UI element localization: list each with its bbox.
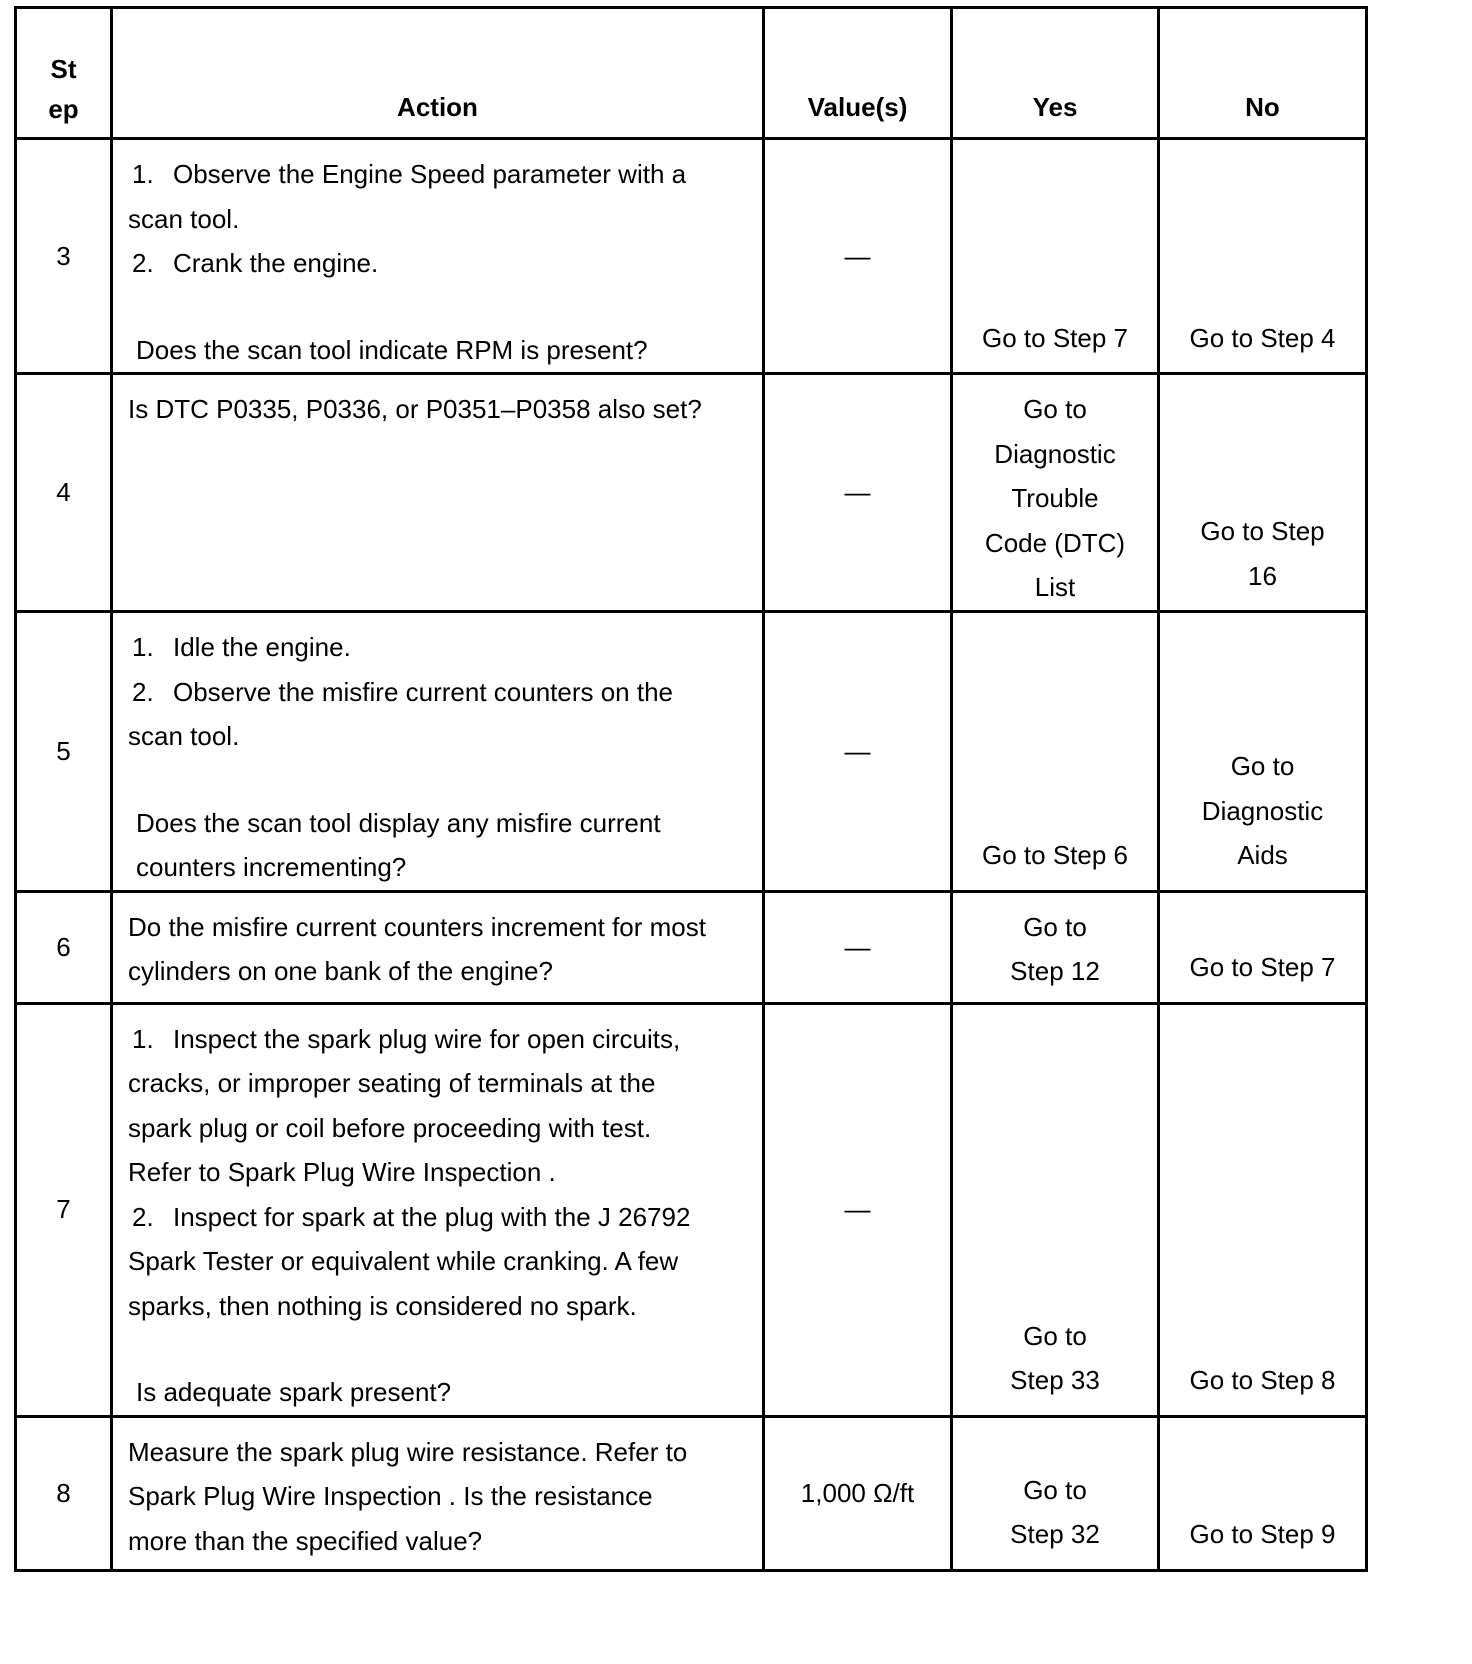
action-question: Does the scan tool indicate RPM is present? xyxy=(136,334,648,365)
yes-result: Go to Step 32 xyxy=(952,1416,1159,1570)
action-question: Measure the spark plug wire resistance. Refer to Spark Plug Wire Inspection . Is the resistance more than the specified value? xyxy=(128,1436,688,1556)
action-question: Do the misfire current counters increment for most cylinders on one bank of the engine? xyxy=(128,911,706,986)
action-question: Is adequate spark present? xyxy=(136,1377,452,1407)
step-number: 5 xyxy=(16,612,112,892)
yes-result: Go to Step 7 xyxy=(952,139,1159,374)
step-number: 8 xyxy=(16,1416,112,1570)
action-question: Does the scan tool display any misfire current counters incrementing? xyxy=(136,807,661,882)
value-cell: — xyxy=(764,1003,952,1416)
no-result: Go to Step 4 xyxy=(1159,139,1367,374)
step-number: 4 xyxy=(16,374,112,612)
no-result: Go to Step 7 xyxy=(1159,891,1367,1003)
no-result: Go to Step 16 xyxy=(1159,374,1367,612)
step-number: 3 xyxy=(16,139,112,374)
action-cell: 1. Observe the Engine Speed parameter with a scan tool. 2. Crank the engine. Does the scan tool indicate RPM is present? xyxy=(112,139,764,374)
no-result: Go to Diagnostic Aids xyxy=(1159,612,1367,892)
action-cell xyxy=(112,1416,764,1570)
diagnostic-table xyxy=(14,6,1368,1572)
action-cell: 1. Inspect the spark plug wire for open circuits, cracks, or improper seating of terminals at the spark plug or coil before proceeding with test. Refer to Spark Plug Wire Inspection . 2. Inspect for spark at the plug with the J 26792 Spark Tester or equivalent while cranking. A few sparks, then nothing is considered no spark. Is adequate spark present? xyxy=(112,1003,764,1416)
step-number: 7 xyxy=(16,1003,112,1416)
step-column-header: St ep xyxy=(16,8,112,139)
action-cell xyxy=(112,374,764,612)
table-row xyxy=(16,1416,1367,1570)
value-cell: — xyxy=(764,891,952,1003)
header-row xyxy=(16,8,1367,139)
yes-result: Go to Step 33 xyxy=(952,1003,1159,1416)
value-cell: — xyxy=(764,139,952,374)
yes-column-header: Yes xyxy=(952,8,1159,139)
step-number: 6 xyxy=(16,891,112,1003)
yes-result: Go to Step 12 xyxy=(952,891,1159,1003)
no-column-header: No xyxy=(1159,8,1367,139)
value-cell: — xyxy=(764,374,952,612)
action-question: Is DTC P0335, P0336, or P0351–P0358 also set? xyxy=(128,394,702,424)
value-cell: 1,000 Ω/ft xyxy=(764,1416,952,1570)
table-row xyxy=(16,891,1367,1003)
values-column-header: Value(s) xyxy=(764,8,952,139)
table-row xyxy=(16,612,1367,892)
action-cell xyxy=(112,891,764,1003)
table-row xyxy=(16,1003,1367,1416)
table-row xyxy=(16,374,1367,612)
action-cell: 1. Idle the engine. 2. Observe the misfire current counters on the scan tool. Does the scan tool display any misfire current counters incrementing? xyxy=(112,612,764,892)
no-result: Go to Step 9 xyxy=(1159,1416,1367,1570)
value-cell: — xyxy=(764,612,952,892)
no-result: Go to Step 8 xyxy=(1159,1003,1367,1416)
table-row xyxy=(16,139,1367,374)
action-column-header: Action xyxy=(112,8,764,139)
yes-result: Go to Diagnostic Trouble Code (DTC) List xyxy=(952,374,1159,612)
yes-result: Go to Step 6 xyxy=(952,612,1159,892)
